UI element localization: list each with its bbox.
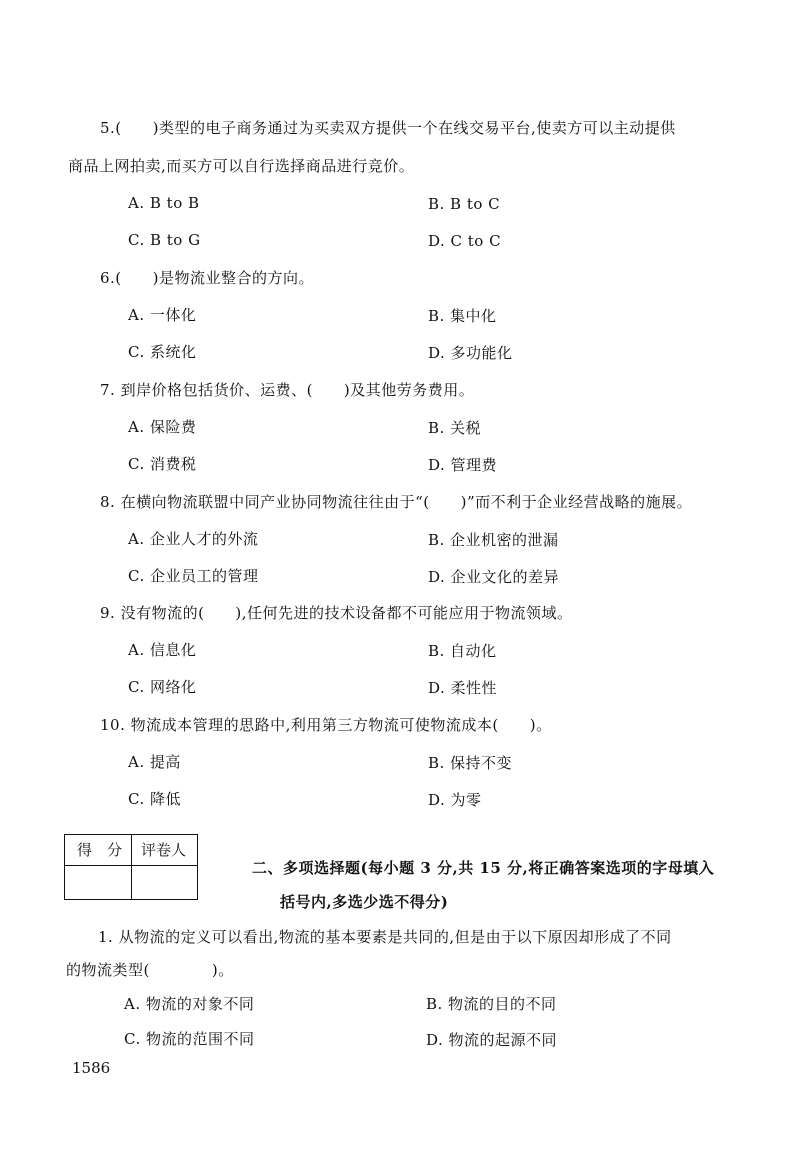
q10-option-a: A. 提高 [128,753,181,771]
q7-option-d: D. 管理费 [428,456,498,474]
q5-option-d: D. C to C [428,232,502,250]
score-table-divider-horizontal [65,865,197,866]
q9-option-c: C. 网络化 [128,678,197,696]
q8-stem: 8. 在横向物流联盟中同产业协同物流往往由于“( )”而不利于企业经营战略的施展。 [100,493,693,511]
q5-stem-line2: 商品上网拍卖,而买方可以自行选择商品进行竞价。 [68,157,415,175]
score-table-divider-vertical [131,835,132,899]
q10-option-b: B. 保持不变 [428,754,513,772]
q5-stem-line1: 5.( )类型的电子商务通过为买卖双方提供一个在线交易平台,使卖方可以主动提供 [100,119,676,137]
q9-option-d: D. 柔性性 [428,679,498,697]
s2-q1-stem-line2: 的物流类型( )。 [66,961,234,979]
q8-option-a: A. 企业人才的外流 [128,530,259,548]
s2-q1-option-b: B. 物流的目的不同 [426,995,557,1013]
s2-q1-option-d: D. 物流的起源不同 [426,1031,558,1049]
section2-title-line1: 二、多项选择题(每小题 3 分,共 15 分,将正确答案选项的字母填入 [252,859,715,877]
grader-label: 评卷人 [141,841,187,859]
q9-option-a: A. 信息化 [128,641,197,659]
q8-option-c: C. 企业员工的管理 [128,567,259,585]
q8-option-d: D. 企业文化的差异 [428,568,560,586]
q7-option-a: A. 保险费 [128,418,197,436]
q6-option-d: D. 多功能化 [428,344,513,362]
q5-option-c: C. B to G [128,231,201,249]
page-code: 1586 [72,1059,111,1077]
q9-stem: 9. 没有物流的( ),任何先进的技术设备都不可能应用于物流领域。 [100,604,573,622]
s2-q1-stem-line1: 1. 从物流的定义可以看出,物流的基本要素是共同的,但是由于以下原因却形成了不同 [98,928,672,946]
q10-option-c: C. 降低 [128,790,181,808]
score-label: 得 分 [77,841,123,859]
q7-stem: 7. 到岸价格包括货价、运费、( )及其他劳务费用。 [100,381,475,399]
q7-option-b: B. 关税 [428,419,482,437]
s2-q1-option-c: C. 物流的范围不同 [124,1030,255,1048]
q8-option-b: B. 企业机密的泄漏 [428,531,559,549]
q10-stem: 10. 物流成本管理的思路中,利用第三方物流可使物流成本( )。 [100,716,552,734]
q10-option-d: D. 为零 [428,791,482,809]
score-table [64,834,198,900]
q6-option-a: A. 一体化 [128,306,197,324]
q7-option-c: C. 消费税 [128,455,197,473]
q5-option-a: A. B to B [128,194,200,212]
q5-option-b: B. B to C [428,195,501,213]
section2-title-line2: 括号内,多选少选不得分) [280,893,449,911]
q6-option-c: C. 系统化 [128,343,197,361]
q9-option-b: B. 自动化 [428,642,497,660]
q6-option-b: B. 集中化 [428,307,497,325]
s2-q1-option-a: A. 物流的对象不同 [124,995,255,1013]
q6-stem: 6.( )是物流业整合的方向。 [100,269,315,287]
